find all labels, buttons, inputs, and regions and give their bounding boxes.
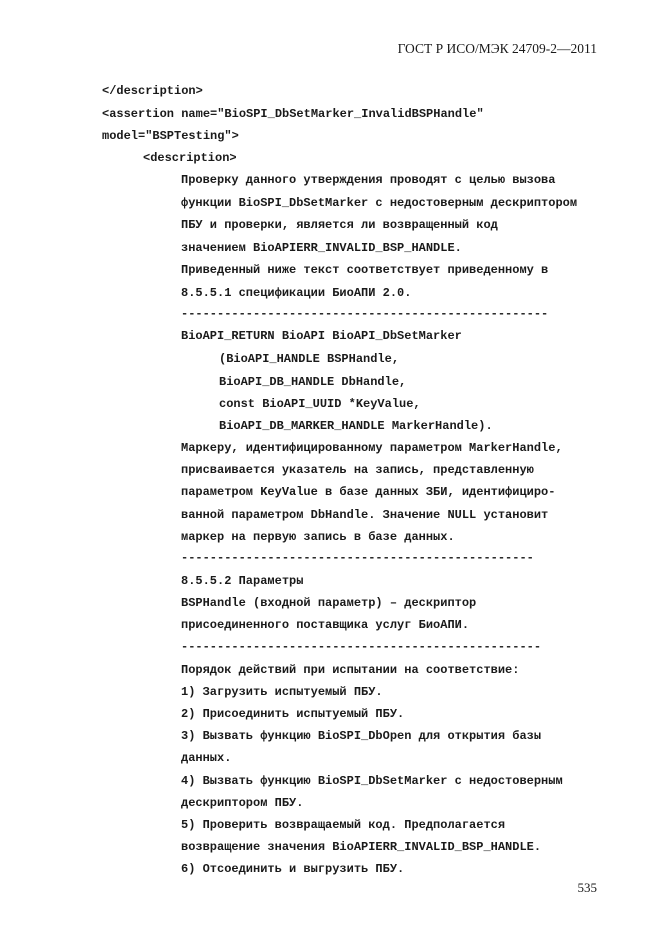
text-line: <assertion name="BioSPI_DbSetMarker_InvalidBSPHandle": [102, 107, 484, 121]
text-line: 8.5.5.2 Параметры: [181, 574, 304, 588]
text-line: --------------------------------------------------: [181, 640, 542, 654]
text-line: 8.5.5.1 спецификации БиоАПИ 2.0.: [181, 286, 412, 300]
text-line: </description>: [102, 84, 203, 98]
text-line: BSPHandle (входной параметр) – дескриптор: [181, 596, 477, 610]
text-line: ванной параметром DbHandle. Значение NULL установит: [181, 508, 549, 522]
text-line: 1) Загрузить испытуемый ПБУ.: [181, 685, 383, 699]
text-line: данных.: [181, 751, 232, 765]
text-line: <description>: [143, 151, 237, 165]
text-line: 2) Присоединить испытуемый ПБУ.: [181, 707, 405, 721]
text-line: присоединенного поставщика услуг БиоАПИ.: [181, 618, 470, 632]
text-line: 4) Вызвать функцию BioSPI_DbSetMarker с недостоверным: [181, 774, 563, 788]
text-line: Порядок действий при испытании на соответствие:: [181, 663, 520, 677]
text-line: параметром KeyValue в базе данных ЗБИ, идентифициро-: [181, 485, 556, 499]
text-line: ПБУ и проверки, является ли возвращенный код: [181, 218, 498, 232]
text-line: Приведенный ниже текст соответствует приведенному в: [181, 263, 549, 277]
document-header: ГОСТ Р ИСО/МЭК 24709-2—2011: [397, 41, 597, 56]
text-line: const BioAPI_UUID *KeyValue,: [219, 397, 421, 411]
text-line: 6) Отсоединить и выгрузить ПБУ.: [181, 862, 405, 876]
text-line: (BioAPI_HANDLE BSPHandle,: [219, 352, 400, 366]
page-number: 535: [577, 880, 597, 895]
text-line: дескриптором ПБУ.: [181, 796, 304, 810]
text-line: Маркеру, идентифицированному параметром MarkerHandle,: [181, 441, 563, 455]
text-line: Проверку данного утверждения проводят с целью вызова: [181, 173, 556, 187]
text-line: model="BSPTesting">: [102, 129, 239, 143]
text-line: ---------------------------------------------------: [181, 307, 549, 321]
text-line: BioAPI_DB_MARKER_HANDLE MarkerHandle).: [219, 419, 493, 433]
text-line: -------------------------------------------------: [181, 551, 534, 565]
text-line: 3) Вызвать функцию BioSPI_DbOpen для открытия базы: [181, 729, 542, 743]
text-line: 5) Проверить возвращаемый код. Предполагается: [181, 818, 506, 832]
text-line: возвращение значения BioAPIERR_INVALID_BSP_HANDLE.: [181, 840, 542, 854]
text-line: присваивается указатель на запись, представленную: [181, 463, 534, 477]
text-line: маркер на первую запись в базе данных.: [181, 530, 455, 544]
text-line: BioAPI_RETURN BioAPI BioAPI_DbSetMarker: [181, 329, 462, 343]
text-line: BioAPI_DB_HANDLE DbHandle,: [219, 375, 407, 389]
text-line: значением BioAPIERR_INVALID_BSP_HANDLE.: [181, 241, 462, 255]
text-line: функции BioSPI_DbSetMarker с недостоверным дескриптором: [181, 196, 578, 210]
